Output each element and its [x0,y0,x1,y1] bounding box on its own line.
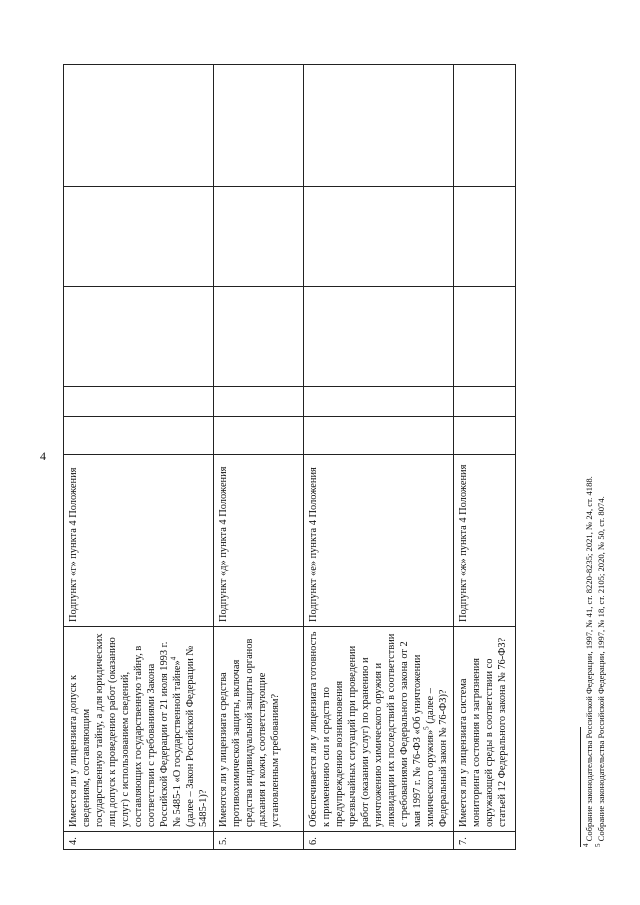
footnotes [580,476,607,847]
table-row [64,65,214,850]
row-number: 7. [454,832,516,850]
row-number: 4. [64,832,214,850]
reference-cell: Подпункт «г» пункта 4 Положения [64,455,214,627]
answer-cell [304,187,454,287]
answer-cell [64,417,214,455]
row-number: 6. [304,832,454,850]
answer-cell [214,187,304,287]
question-cell: Имеются ли у лицензиата средства противохимической защиты, включая средства индивидуальной защиты органов дыхания и кожи, соответствующие установленным требованиям? [214,627,304,832]
table-row [454,65,516,850]
answer-cell [64,65,214,187]
answer-cell [454,187,516,287]
question-cell: Имеется ли у лицензиата система мониторинга состояния и загрязнения окружающей среды в соответствии со статьей 12 Федерального закона № 76-ФЗ? [454,627,516,832]
row-number: 5. [214,832,304,850]
answer-cell [64,287,214,387]
answer-cell [304,387,454,417]
answer-cell [304,65,454,187]
answer-cell [64,187,214,287]
table-row [214,65,304,850]
answer-cell [304,287,454,387]
answer-cell [454,387,516,417]
footnote-ref: 4 [169,656,178,661]
table-row [304,65,454,850]
answer-cell [454,287,516,387]
answer-cell [214,65,304,187]
answer-cell [214,417,304,455]
answer-cell [304,417,454,455]
page-number: 4 [40,449,46,463]
answer-cell [454,417,516,455]
reference-cell: Подпункт «д» пункта 4 Положения [214,455,304,627]
footnote-ref: 5 [422,726,431,730]
answer-cell [64,387,214,417]
footnote-divider [580,727,581,847]
answer-cell [454,65,516,187]
question-cell: Имеется ли у лицензиата допуск к сведениям, составляющим государственную тайну, а для юридических лиц допуск к проведению работ (оказанию услуг) с использованием сведений, составляющих государственную тайну, в соответствии с требованиями Закона Российской Федерации от 21 июля 1993 г. № 5485-1 «О государственной тайне»$^4$ (далее – Закон Российской Федерации № 5485-1)? [64,627,214,832]
question-cell: Обеспечивается ли у лицензиата готовность к применению сил и средств по предупреждению возникновения чрезвычайных ситуаций при проведении работ (оказании услуг) по хранению и уничтожению химического оружия и ликвидации их последствий в соответствии с требованиями Федерального закона от 2 мая 1997 г. № 76-ФЗ «Об уничтожении химического оружия»$^5$ (далее – Федеральный закон № 76-ФЗ)? [304,627,454,832]
reference-cell: Подпункт «е» пункта 4 Положения [304,455,454,627]
checklist-table [63,64,516,850]
footnote: $^5$ Собрание законодательства Российской Федерации, 1997, № 18, ст. 2105; 2020, № 50, ст. 8074. [593,496,606,847]
answer-cell [214,387,304,417]
answer-cell [214,287,304,387]
reference-cell: Подпункт «ж» пункта 4 Положения [454,455,516,627]
footnote: $^4$ Собрание законодательства Российской Федерации, 1997, № 41, ст. 8220-8235; 2021, № 24, ст. 4188. [582,476,594,847]
